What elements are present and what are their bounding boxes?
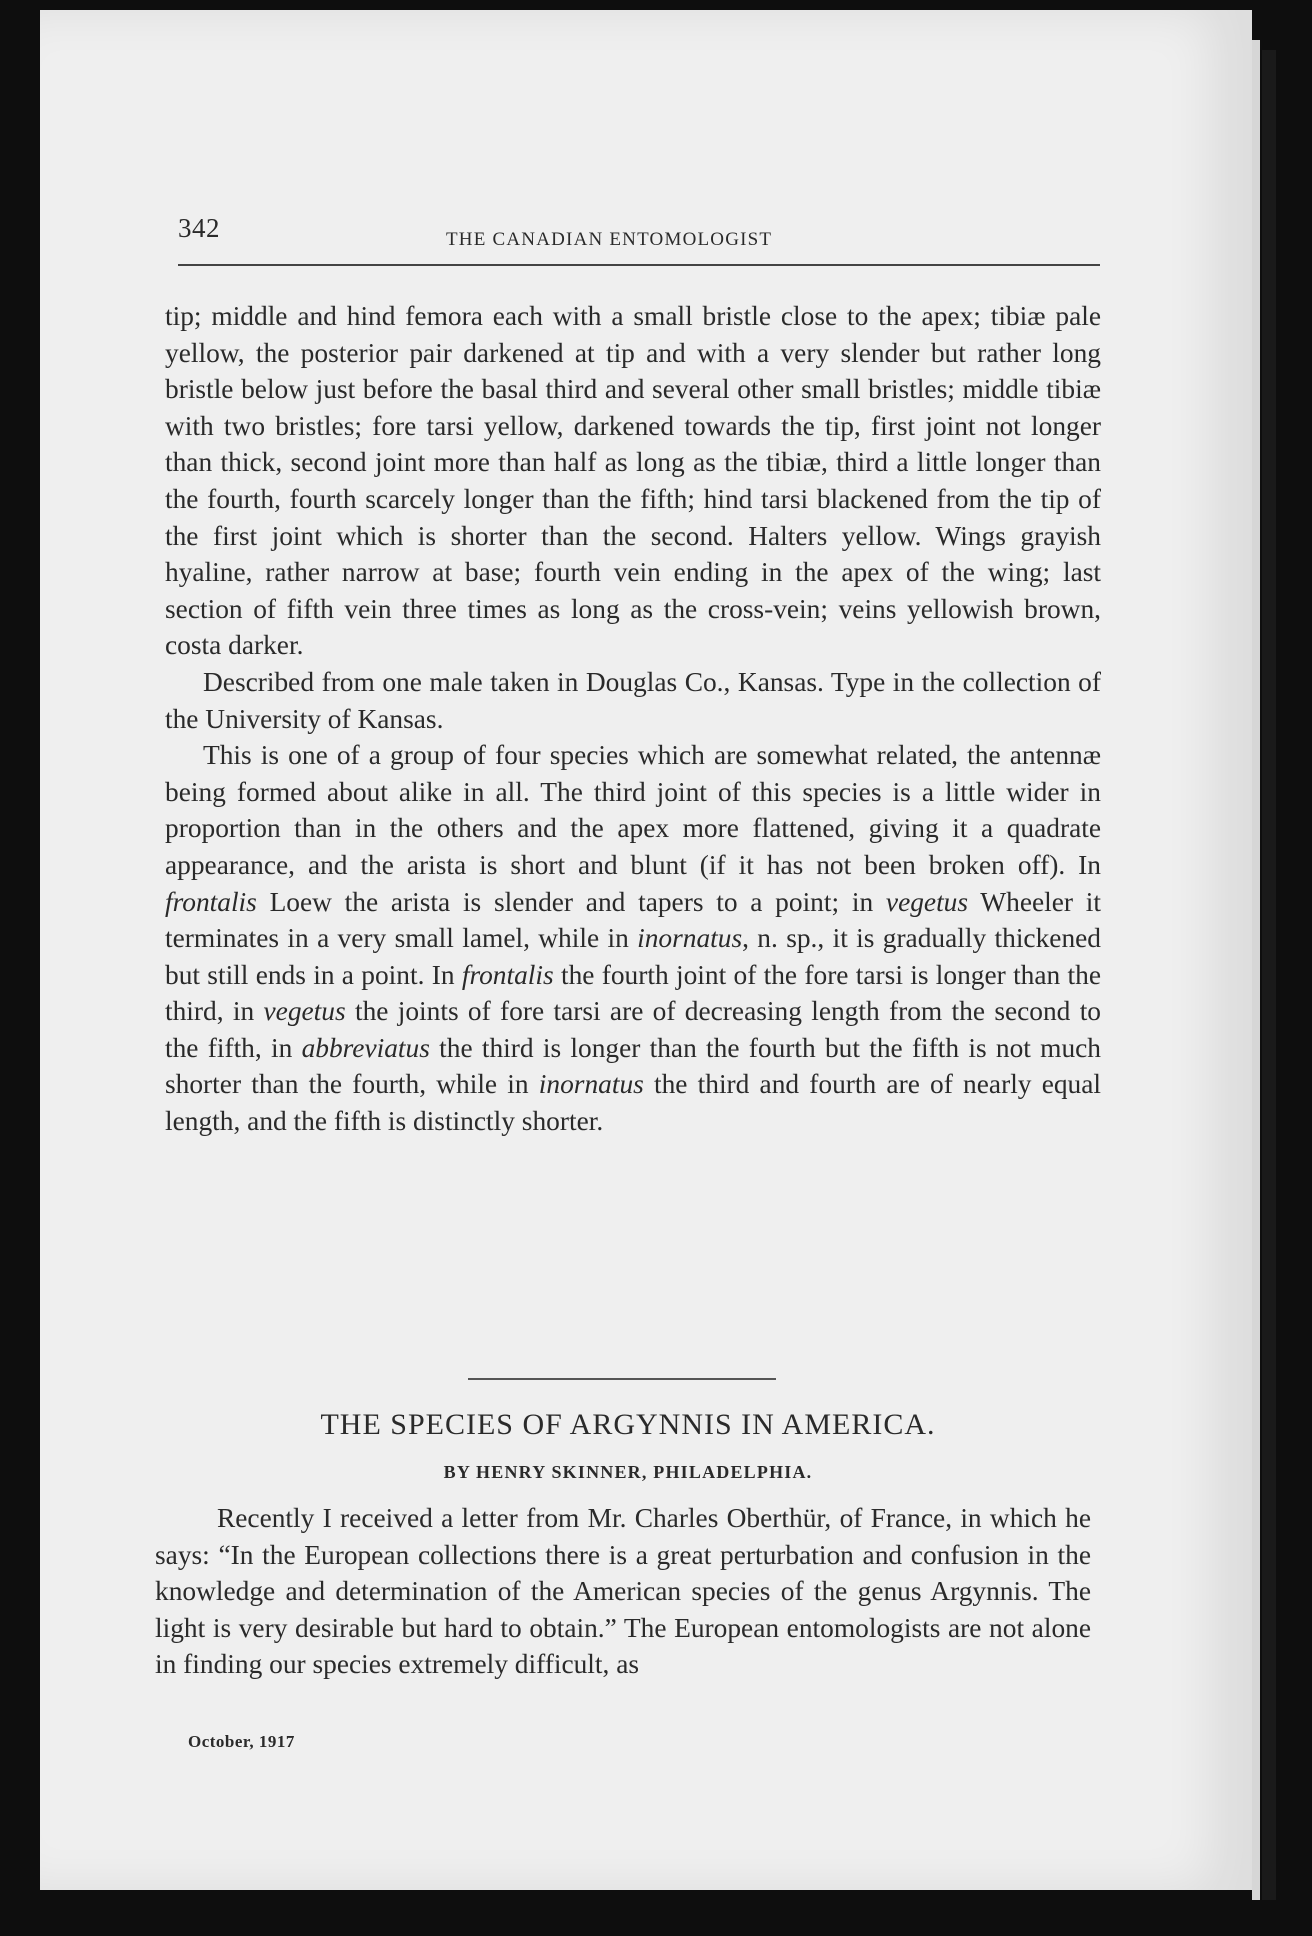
- species-name: vegetus: [263, 996, 346, 1027]
- article-paragraph: Recently I received a letter from Mr. Charles Oberthür, of France, in which he says: “In the European collections there is a great perturbation and confusion in the knowledge and determination of the American species of the genus Argynnis. The light is very desirable but hard to obtain.” The European entomologists are not alone in finding our species extremely difficult, as: [155, 1503, 1091, 1679]
- paragraph-description: tip; middle and hind femora each with a small bristle close to the apex; tibiæ pale yellow, the posterior pair darkened at tip and with a very slender but rather long bristle below just before the basal third and several other small bristles; middle tibiæ with two bristles; fore tarsi yellow, darkened towards the tip, first joint not longer than thick, second joint more than half as long as the tibiæ, third a little longer than the fourth, fourth scarcely longer than the fifth; hind tarsi blackened from the tip of the first joint which is shorter than the second. Halters yellow. Wings grayish hyaline, rather narrow at base; fourth vein ending in the apex of the wing; last section of fifth vein three times as long as the cross-vein; veins yellowish brown, costa darker.: [165, 301, 1101, 661]
- species-name: inornatus: [637, 923, 743, 954]
- footer-date: October, 1917: [188, 1732, 295, 1751]
- running-title: THE CANADIAN ENTOMOLOGIST: [446, 229, 773, 250]
- text-run: Wheeler it terminates in a very small lamel, while in: [165, 886, 1102, 954]
- page-header: [178, 205, 1108, 255]
- text-run: the third is longer than the fourth but the fifth is not much shorter than the fourth, while in: [165, 1032, 1101, 1100]
- paragraph-type-locality: Described from one male taken in Douglas Co., Kansas. Type in the collection of the University of Kansas.: [165, 666, 1101, 734]
- species-name: abbreviatus: [301, 1032, 430, 1063]
- body-text: [165, 298, 1101, 1140]
- species-name: vegetus: [885, 886, 969, 917]
- text-run: the fourth joint of the fore tarsi is longer than the third, in: [165, 959, 1101, 1027]
- paragraph-comparison: [165, 737, 1101, 1140]
- species-name: frontalis: [461, 959, 554, 990]
- text-run: the joints of fore tarsi are of decreasing length from the second to the fifth, in: [165, 996, 1101, 1063]
- text-run: the third and fourth are of nearly equal length, and the fifth is distinctly shorter.: [165, 1069, 1102, 1137]
- page-edge: [1252, 40, 1260, 1900]
- text-run: Loew the arista is slender and tapers to a point; in: [256, 886, 886, 917]
- header-rule: [178, 264, 1100, 266]
- book-spine-shadow: [1262, 50, 1276, 1900]
- article-text: [155, 1500, 1091, 1683]
- section-divider: [468, 1378, 776, 1380]
- text-run: This is one of a group of four species which are somewhat related, the antennæ being formed about alike in all. The third joint of this species is a little wider in proportion than in the others and the apex more flattened, giving it a quadrate appearance, and the arista is short and blunt (if it has not been broken off). In: [165, 740, 1101, 880]
- species-name: inornatus: [538, 1069, 644, 1100]
- species-name: frontalis: [165, 886, 257, 917]
- article-byline: BY HENRY SKINNER, PHILADELPHIA.: [443, 1462, 813, 1482]
- page-number: 342: [178, 213, 220, 243]
- text-run: , n. sp., it is gradually thickened but still ends in a point. In: [165, 923, 1101, 990]
- article-title: THE SPECIES OF ARGYNNIS IN AMERICA.: [320, 1408, 936, 1441]
